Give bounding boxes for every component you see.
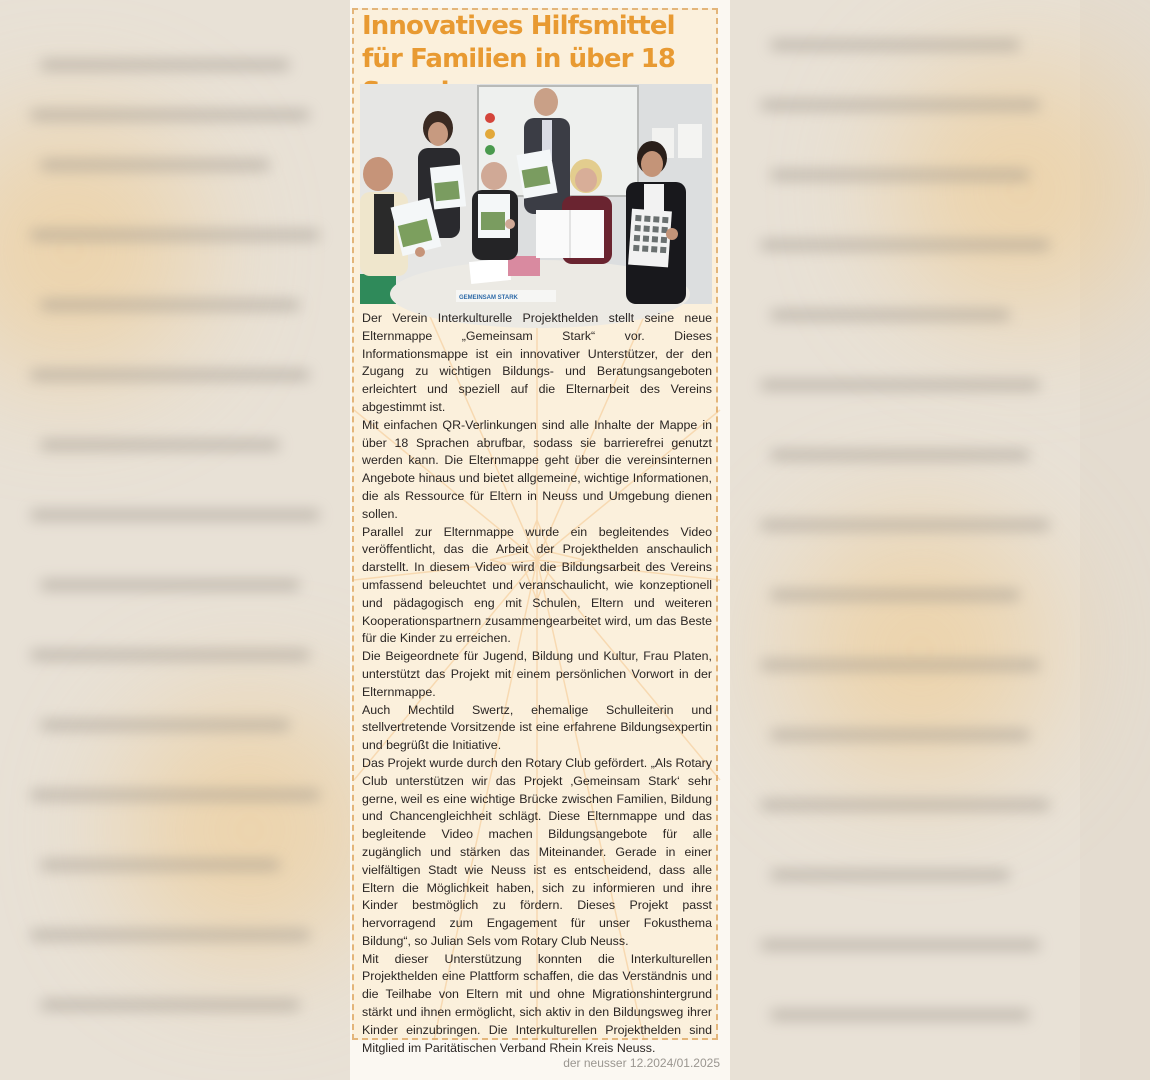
booklet-title: GEMEINSAM STARK: [459, 295, 518, 301]
paragraph: Das Projekt wurde durch den Rotary Club gefördert. „Als Rotary Club unterstützen wir das Projekt ‚Gemeinsam Stark‘ sehr gerne, weil es eine wichtige Brücke zwischen Familien, Bildung und Chancengleichheit schlägt. Diese Elternmappe und das begleitende Video machen Bildungsangebote für alle zugänglich und stärken das Miteinander. Gerade in einer vielfältigen Stadt wie Neuss ist es entscheidend, dass alle Eltern die Möglichkeit haben, sich zu informieren und ihre Kinder bestmöglich zu fördern. Dieses Projekt passt hervorragend zum Engagement für unser Fokusthema Bildung“, so Julian Sels vom Rotary Club Neuss.: [362, 755, 712, 948]
group-photo: [360, 84, 712, 304]
paragraph: Auch Mechtild Swertz, ehemalige Schulleiterin und stellvertretende Vorsitzende ist eine erfahrene Bildungsexpertin und begrüßt die Initiative.: [362, 702, 712, 753]
paragraph: Parallel zur Elternmappe wurde ein begleitendes Video veröffentlicht, das die Arbeit der Projekthelden anschaulich darstellt. In diesem Video wird die Bildungsarbeit des Vereins umfassend beleuchtet und veranschaulicht, wie konzeptionell und pädagogisch eng mit Schulen, Eltern und weiteren Kooperationspartnern zusammengearbeitet wird, um das Beste für die Kinder zu erreichen.: [362, 524, 712, 646]
paragraph: Der Verein Interkulturelle Projekthelden stellt seine neue Elternmappe „Gemeinsam Stark“ vor. Dieses Informationsmappe ist ein innovativer Unterstützer, der den Zugang zu wichtigen Bildungs- und Beratungsangeboten erleichtert und speziell auf die Elternarbeit des Vereins abgestimmt ist.: [362, 311, 712, 414]
headline: Innovatives Hilfsmittel für Familien in über 18: [362, 11, 676, 74]
publication-footer: der neusser 12.2024/01.2025: [563, 1056, 720, 1070]
paragraph: Mit dieser Unterstützung konnten die Interkulturellen Projekthelden eine Plattform schaffen, die das Verständnis und die Teilhabe von Eltern mit und ohne Migrationshintergrund stärkt und ihnen ermöglicht, sich aktiv in den Bildungsweg ihrer Kinder einzubringen. Die Interkulturellen Projekthelden sind Mitglied im Paritätischen Verband Rhein Kreis Neuss.: [362, 951, 712, 1055]
paragraph: Mit einfachen QR-Verlinkungen sind alle Inhalte der Mappe in über 18 Sprachen abrufbar, sodass sie barrierefrei genutzt werden kann. Die Elternmappe geht über die vereinsinternen Angebote hinaus und bietet allgemeine, wichtige Informationen, die als Ressource für Eltern in Neuss und Umgebung dienen sollen.: [362, 417, 712, 521]
article-clipping: [352, 8, 718, 1055]
paragraph: Die Beigeordnete für Jugend, Bildung und Kultur, Frau Platen, unterstützt das Projekt mit einem persönlichen Vorwort in der Elternmappe.: [362, 649, 712, 699]
article-body: [362, 310, 712, 1057]
blurred-background-right: [730, 0, 1080, 1080]
blurred-background-left: [0, 0, 350, 1080]
